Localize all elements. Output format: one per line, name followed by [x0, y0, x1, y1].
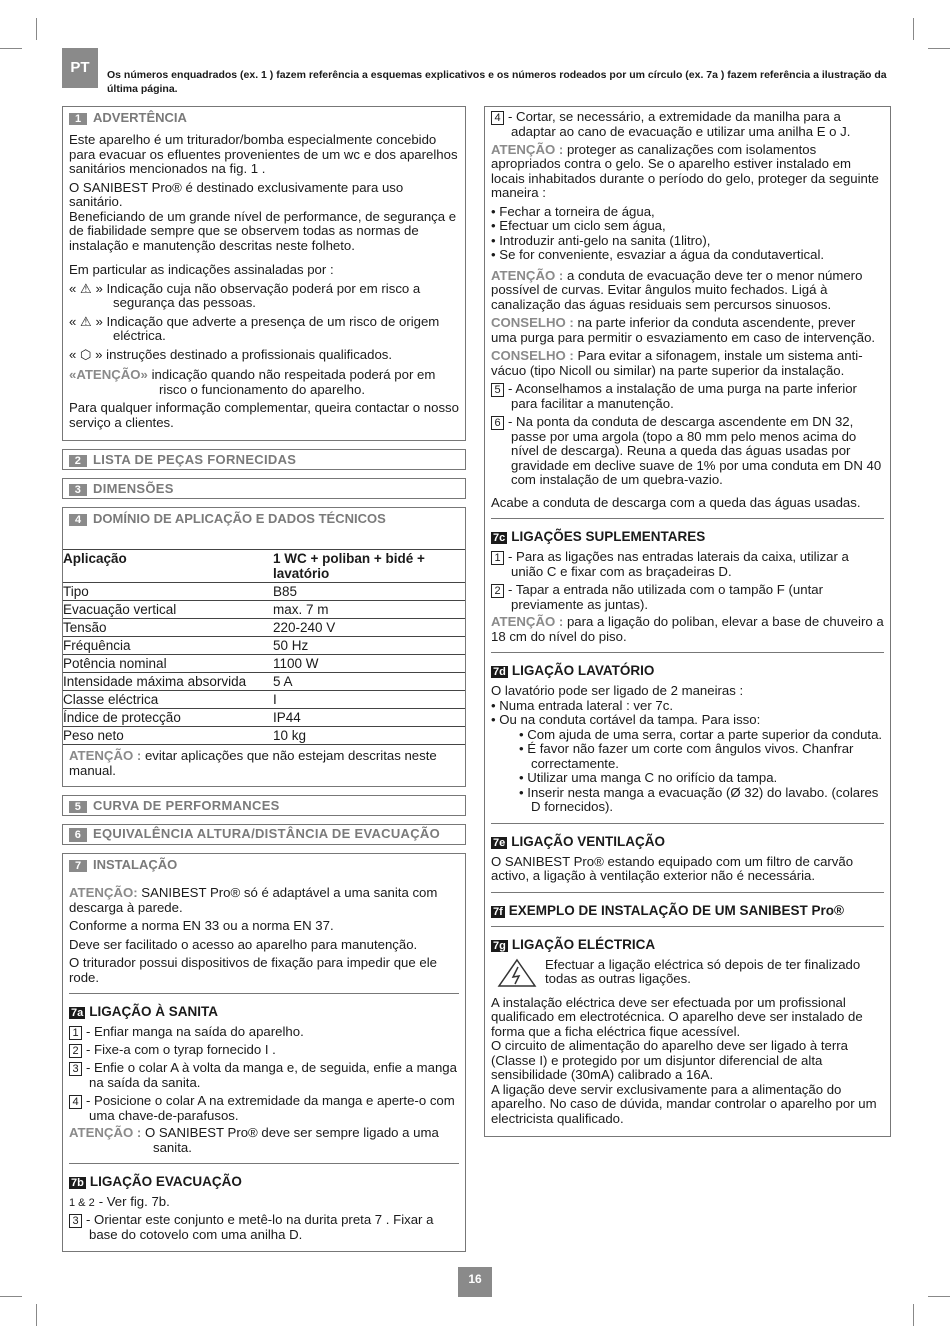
divider: [69, 1163, 459, 1164]
step-number: 3: [69, 1062, 82, 1076]
table-row: [63, 691, 465, 709]
subsection-heading-7c: [491, 529, 884, 544]
step-item: [491, 110, 884, 140]
tech-data-table: [63, 550, 465, 745]
spec-label: Tensão: [63, 619, 273, 637]
section-number: 3: [69, 484, 87, 496]
language-tab: PT: [62, 48, 98, 88]
table-row: [63, 727, 465, 745]
attention-text: SANIBEST Pro® só é adaptável a uma sanita com descarga à parede.: [69, 885, 438, 915]
subsection-title: EXEMPLO DE INSTALAÇÃO DE UM SANIBEST Pro®: [508, 902, 845, 918]
bullet-item: • Numa entrada lateral : ver 7c.: [491, 697, 673, 713]
spec-value: B85: [273, 583, 465, 601]
paragraph: O circuito de alimentação do aparelho deve ser ligado à terra (Classe I) e protegido por um disjuntor diferencial de alta sensibilidade (30mA) calibrado a 16A.: [491, 1038, 849, 1082]
subsection-title: LIGAÇÃO VENTILAÇÃO: [511, 833, 665, 849]
step-number: 2: [69, 1044, 82, 1058]
step-text: - Posicione o colar A na extremidade da manga e aperte-o com uma chave-de-parafusos.: [86, 1092, 455, 1123]
attention-note: [63, 745, 465, 782]
crop-mark: [913, 18, 914, 40]
section-number: 7: [69, 860, 87, 872]
attention-label: ATENÇÃO:: [69, 885, 138, 900]
section-dados-tecnicos: [62, 507, 466, 787]
step-item: [69, 1213, 459, 1243]
crop-mark: [0, 48, 22, 49]
subsection-heading-7e: [491, 834, 884, 849]
step-text: - Na ponta da conduta de descarga ascendente em DN 32, passe por uma argola (topo a 80 mm pelo menos acima do nível de descarga). Reuna a queda das águas usadas por gravidade em declive suave de 1% por uma conduta em DN 40 com instalação de um quebra-vazio.: [508, 413, 882, 487]
subsection-heading-7d: [491, 663, 884, 678]
step-number: 2: [491, 584, 504, 598]
electric-warning: [491, 958, 884, 988]
paragraph: Em particular as indicações assinaladas por :: [69, 262, 334, 277]
subsection-number: 7a: [71, 1007, 84, 1019]
section-dimensoes: [62, 478, 466, 499]
step-text: - Enfiar manga na saída do aparelho.: [86, 1024, 304, 1039]
section-number: 4: [69, 514, 87, 526]
attention-note: [491, 269, 884, 313]
subsection-title: LIGAÇÃO ELÉCTRICA: [511, 936, 656, 952]
step-number: 1 & 2: [69, 1197, 95, 1209]
step-number: 6: [491, 416, 504, 430]
subsection-title: LIGAÇÃO LAVATÓRIO: [511, 663, 655, 678]
section-title: LISTA DE PEÇAS FORNECIDAS: [93, 452, 297, 467]
step-number: 5: [491, 383, 504, 397]
sub-bullet-item: • Inserir nesta manga a evacuação (Ø 32) do lavabo. (colares D fornecidos).: [519, 784, 879, 814]
paragraph: A ligação deve servir exclusivamente para a alimentação do aparelho. No caso de dúvida, mandar controlar o aparelho por um electricista qualificado.: [491, 1081, 877, 1126]
section-title: DOMÍNIO DE APLICAÇÃO E DADOS TÉCNICOS: [93, 511, 386, 526]
sub-bullet-item: • Utilizar uma manga C no orifício da tampa.: [519, 770, 778, 785]
divider: [491, 926, 884, 927]
subsection-title: LIGAÇÃO EVACUAÇÃO: [89, 1174, 242, 1189]
table-row: [63, 601, 465, 619]
crop-mark: [928, 48, 950, 49]
subsection-heading-7a: [69, 1004, 459, 1019]
section-title: EQUIVALÊNCIA ALTURA/DISTÂNCIA DE EVACUAÇÃO: [93, 826, 440, 841]
step-item: [69, 1094, 459, 1124]
section-advertencia: [62, 106, 466, 441]
intro-note: Os números enquadrados (ex. 1 ) fazem referência a esquemas explicativos e os números rodeados por um círculo (ex. 7a ) fazem referência a ilustração da última página.: [107, 69, 887, 95]
section-continuation: [484, 106, 891, 1137]
attention-text: O SANIBEST Pro® deve ser sempre ligado a uma sanita.: [144, 1125, 439, 1155]
paragraph: A instalação eléctrica deve ser efectuada por um profissional qualificado em electrotécnica. O aparelho deve ser instalado de forma que a ficha eléctrica fique acessível.: [491, 994, 863, 1039]
attention-label: ATENÇÃO :: [491, 141, 564, 157]
attention-text: para a ligação do poliban, elevar a base de chuveiro a 18 cm do nível do piso.: [491, 614, 884, 644]
step-item: [491, 415, 884, 488]
left-column: [62, 106, 466, 1260]
step-item: [69, 1025, 459, 1040]
subsection-heading-7b: [69, 1174, 459, 1189]
attention-text: indicação quando não respeitada poderá por em risco o funcionamento do aparelho.: [151, 367, 436, 397]
step-item: [491, 382, 884, 412]
subsection-number: 7f: [493, 905, 503, 918]
spec-value: 10 kg: [273, 727, 465, 745]
spec-value: I: [273, 691, 465, 709]
divider: [491, 823, 884, 824]
divider: [69, 993, 459, 994]
step-item: [69, 1043, 459, 1058]
subsection-title: LIGAÇÕES SUPLEMENTARES: [511, 529, 706, 544]
attention-note: [69, 368, 459, 397]
section-title: DIMENSÕES: [93, 481, 174, 496]
paragraph: Conforme a norma EN 33 ou a norma EN 37.: [69, 918, 334, 933]
step-text: - Orientar este conjunto e metê-lo na durita preta 7 . Fixar a base do cotovelo com uma anilha D.: [86, 1211, 434, 1242]
step-number: 3: [69, 1214, 82, 1228]
paragraph: Este aparelho é um triturador/bomba especialmente concebido para evacuar os efluentes provenientes de um wc e dos aparelhos sanitários mencionados na fig. 1 .: [69, 132, 458, 176]
section-equivalencia: [62, 824, 466, 845]
step-number: 4: [491, 111, 504, 125]
crop-mark: [913, 1304, 914, 1326]
paragraph: Acabe a conduta de descarga com a queda das águas usadas.: [491, 494, 861, 510]
attention-label: ATENÇÃO :: [491, 267, 564, 283]
spec-label: Fréquência: [63, 637, 273, 655]
spec-value: 50 Hz: [273, 637, 465, 655]
spec-label: Potência nominal: [63, 655, 273, 673]
divider: [491, 518, 884, 519]
table-row: [63, 637, 465, 655]
section-heading: [63, 508, 465, 550]
divider: [491, 652, 884, 653]
crop-mark: [36, 18, 37, 40]
subsection-number: 7b: [71, 1177, 84, 1189]
spec-label: Evacuação vertical: [63, 601, 273, 619]
spec-value: IP44: [273, 709, 465, 727]
spec-value: 1 WC + poliban + bidé + lavatório: [273, 550, 465, 583]
attention-note: [69, 886, 459, 915]
subsection-heading-7g: [491, 937, 884, 952]
subsection-number: 7c: [493, 532, 506, 544]
step-item: [69, 1061, 459, 1091]
spec-label: Intensidade máxima absorvida: [63, 673, 273, 691]
table-row: [63, 619, 465, 637]
step-number: 1: [69, 1026, 82, 1040]
electric-hazard-icon: [497, 958, 537, 988]
advice-label: CONSELHO :: [491, 348, 574, 363]
bullet-item: • Fechar a torneira de água,: [491, 203, 655, 219]
attention-note: [69, 1126, 459, 1155]
attention-label: «ATENÇÃO»: [69, 367, 148, 382]
right-column: [484, 106, 891, 1145]
spec-label: Classe eléctrica: [63, 691, 273, 709]
step-text: - Fixe-a com o tyrap fornecido I .: [86, 1042, 276, 1057]
section-title: INSTALAÇÃO: [93, 857, 178, 872]
section-number: 2: [69, 455, 87, 467]
spec-value: 220-240 V: [273, 619, 465, 637]
crop-mark: [928, 1296, 950, 1297]
step-text: - Aconselhamos a instalação de uma purga na parte inferior para facilitar a manutenção.: [508, 381, 857, 411]
subsection-number: 7g: [493, 939, 506, 952]
step-text: - Enfie o colar A à volta da manga e, de seguida, enfie a manga na saída da sanita.: [86, 1060, 457, 1090]
table-row: [63, 673, 465, 691]
step-item: [491, 550, 884, 580]
bullet-item: • Introduzir anti-gelo na sanita (1litro),: [491, 232, 711, 248]
crop-mark: [0, 1296, 22, 1297]
paragraph: O triturador possui dispositivos de fixação para impedir que ele rode.: [69, 955, 437, 985]
advice-note: [491, 316, 884, 345]
subsection-heading-7f: [491, 903, 884, 918]
spec-label: Índice de protecção: [63, 709, 273, 727]
warning-text: Efectuar a ligação eléctrica só depois de ter finalizado todas as outras ligações.: [545, 956, 861, 986]
bullet-item: • Se for conveniente, esvaziar a água da condutavertical.: [491, 247, 825, 262]
professional-item: « ⬡ » instruções destinado a profissionais qualificados.: [69, 346, 393, 362]
section-number: 1: [69, 113, 87, 125]
spec-label: Tipo: [63, 583, 273, 601]
sub-bullet-item: • É favor não fazer um corte com ângulos vivos. Chanfrar correctamente.: [519, 741, 854, 771]
subsection-number: 7d: [493, 666, 506, 678]
bullet-item: • Efectuar um ciclo sem água,: [491, 218, 666, 233]
attention-text: proteger as canalizações com isolamentos apropriados contra o gelo. Se o aparelho estiver instalado em locais inhabitados durante o período do gelo, proteger da seguinte maneira :: [491, 141, 879, 200]
subsection-title: LIGAÇÃO À SANITA: [89, 1004, 218, 1019]
spec-value: max. 7 m: [273, 601, 465, 619]
paragraph: O lavatório pode ser ligado de 2 maneiras :: [491, 683, 744, 698]
step-text: - Cortar, se necessário, a extremidade da manilha para a adaptar ao cano de evacuação e utilizar uma anilha E o J.: [508, 109, 851, 139]
attention-note: [491, 143, 884, 201]
attention-label: ATENÇÃO :: [69, 1125, 142, 1140]
step-text: - Para as ligações nas entradas laterais da caixa, utilizar a união C e fixar com as braçadeiras D.: [508, 549, 849, 579]
advice-text: Para evitar a sifonagem, instale um sistema anti-vácuo (tipo Nicoll ou similar) na parte superior da instalação.: [491, 348, 863, 378]
section-number: 6: [69, 828, 87, 842]
electric-warning-item: « ⚠ » Indicação que adverte a presença de um risco de origem eléctrica.: [69, 313, 440, 343]
subsection-number: 7e: [493, 836, 506, 849]
paragraph: Beneficiando de um grande nível de performance, de segurança e de fiabilidade sempre que se observem todas as normas de instalação e manutenção descritas neste folheto.: [69, 208, 457, 253]
advice-label: CONSELHO :: [491, 315, 574, 330]
section-lista-pecas: [62, 449, 466, 470]
table-row: [63, 583, 465, 601]
warning-item: « ⚠ » Indicação cuja não observação poderá por em risco a segurança das pessoas.: [69, 280, 421, 310]
table-row: [63, 655, 465, 673]
attention-label: ATENÇÃO :: [69, 748, 142, 763]
step-text: - Ver fig. 7b.: [98, 1194, 170, 1209]
step-number: 4: [69, 1095, 82, 1109]
spec-label: Peso neto: [63, 727, 273, 745]
section-curva: [62, 795, 466, 816]
attention-note: [491, 615, 884, 644]
paragraph: Para qualquer informação complementar, queira contactar o nosso serviço a clientes.: [69, 400, 459, 430]
attention-text: a conduta de evacuação deve ter o menor número possível de curvas. Evitar ângulos muito fechados. Ligá à canalização das águas residuais sem percursos sinuosos.: [491, 267, 863, 312]
section-heading: [69, 857, 459, 872]
step-item: [491, 583, 884, 613]
crop-mark: [36, 1304, 37, 1326]
bullet-item: • Ou na conduta cortável da tampa. Para isso:: [491, 712, 761, 727]
advice-note: [491, 349, 884, 378]
step-number: 1: [491, 551, 504, 565]
section-instalacao: [62, 853, 466, 1252]
table-row: [63, 550, 465, 583]
spec-value: 1100 W: [273, 655, 465, 673]
step-text: - Tapar a entrada não utilizada com o tampão F (untar previamente as juntas).: [508, 581, 823, 612]
sub-bullet-item: • Com ajuda de uma serra, cortar a parte superior da conduta.: [519, 726, 883, 742]
spec-label: Aplicação: [63, 550, 273, 583]
page-number: 16: [458, 1267, 492, 1297]
section-number: 5: [69, 801, 87, 813]
attention-label: ATENÇÃO :: [491, 614, 564, 629]
section-title: CURVA DE PERFORMANCES: [93, 798, 280, 813]
section-title: ADVERTÊNCIA: [93, 110, 187, 125]
advice-text: na parte inferior da conduta ascendente, prever uma purga para permitir o esvaziamento em caso de intervenção.: [491, 315, 876, 345]
spec-value: 5 A: [273, 673, 465, 691]
attention-text: evitar aplicações que não estejam descritas neste manual.: [69, 748, 437, 778]
step-item: [69, 1195, 459, 1210]
section-heading: [69, 110, 459, 125]
paragraph: O SANIBEST Pro® estando equipado com um filtro de carvão activo, a ligação à ventilação exterior não é necessária.: [491, 853, 854, 883]
paragraph: Deve ser facilitado o acesso ao aparelho para manutenção.: [69, 936, 418, 952]
table-row: [63, 709, 465, 727]
divider: [491, 892, 884, 893]
paragraph: O SANIBEST Pro® é destinado exclusivamente para uso sanitário.: [69, 179, 404, 209]
